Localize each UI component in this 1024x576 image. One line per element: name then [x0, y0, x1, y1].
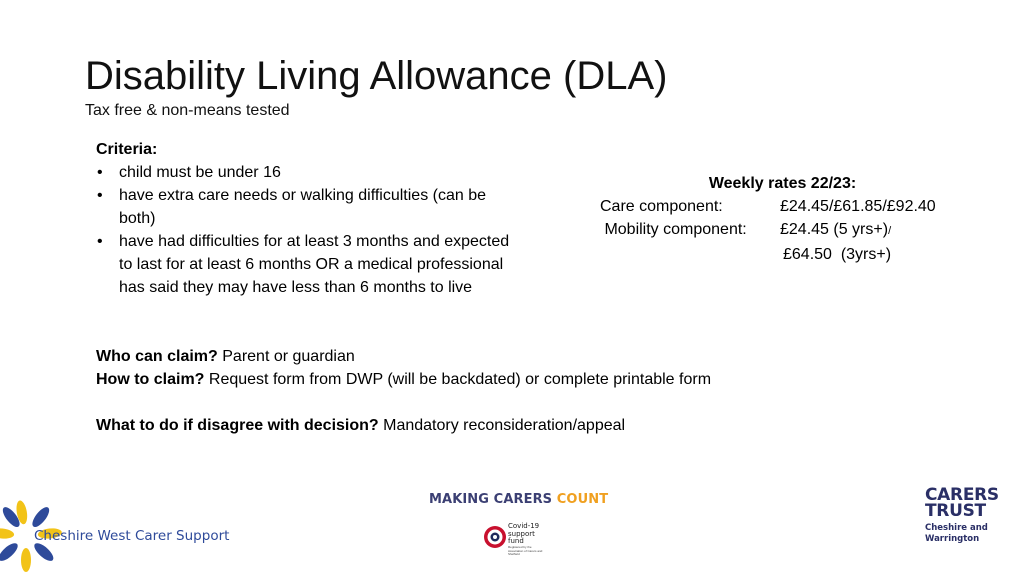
care-label: Care component: — [600, 198, 723, 215]
covid-support-fund-logo — [483, 522, 553, 554]
mobility-rate-row — [600, 218, 970, 243]
criteria-item: • have extra care needs or walking difficulties (can be both) — [96, 184, 516, 230]
carers-trust-sub1: Cheshire and — [925, 523, 988, 533]
claims-section — [96, 345, 936, 437]
who-can-claim — [96, 345, 936, 368]
mcc-part2: COUNT — [552, 492, 609, 507]
criteria-list — [96, 161, 516, 299]
criteria-item: • child must be under 16 — [96, 161, 516, 184]
page-title: Disability Living Allowance (DLA) — [85, 54, 668, 98]
carers-trust-line2: TRUST — [925, 501, 986, 521]
mobility-separator: / — [888, 225, 892, 237]
mobility-value-2: £64.50 (3yrs+) — [783, 246, 892, 263]
how-to-claim — [96, 368, 936, 391]
how-question: How to claim? — [96, 371, 205, 388]
mobility-value-wrap — [780, 218, 891, 243]
covid-text — [508, 523, 539, 546]
covid-fund-icon — [483, 525, 507, 549]
criteria-section — [96, 138, 516, 299]
cheshire-logo-text: Cheshire West Carer Support — [34, 528, 230, 544]
carers-trust-line1: CARERS — [925, 485, 999, 505]
covid-line1: Covid-19 — [508, 522, 540, 530]
covid-line2: support — [508, 529, 535, 538]
mcc-part1: MAKING CARERS — [429, 492, 553, 507]
disagree-question: What to do if disagree with decision? — [96, 417, 379, 434]
cheshire-west-logo — [0, 496, 260, 576]
weekly-rates — [600, 172, 970, 266]
care-rate-row — [600, 195, 970, 218]
carers-trust-sub — [925, 523, 1015, 545]
care-value: £24.45/£61.85/£92.40 — [780, 198, 936, 215]
covid-small-text: Registered by the Association of Carers and Sheffield — [508, 545, 543, 556]
rates-heading: Weekly rates 22/23: — [708, 175, 857, 192]
criteria-heading: Criteria: — [96, 141, 158, 158]
carers-trust-sub2: Warrington — [925, 534, 980, 544]
who-answer: Parent or guardian — [217, 348, 355, 365]
mobility-label: Mobility component: — [600, 221, 747, 238]
mobility-value: £24.45 (5 yrs+) — [780, 221, 889, 238]
disagree-decision — [96, 414, 936, 437]
spacer — [96, 391, 936, 414]
covid-line3: fund — [508, 537, 524, 545]
criteria-item: • have had difficulties for at least 3 months and expected to last for at least 6 months OR a medical professional has said they may have less than 6 months to live — [96, 230, 516, 299]
who-question: Who can claim? — [96, 348, 218, 365]
carers-trust-logo — [925, 487, 1015, 549]
making-carers-count-logo — [429, 492, 608, 507]
how-answer: Request form from DWP (will be backdated) or complete printable form — [204, 371, 712, 388]
page-subtitle: Tax free & non-means tested — [85, 102, 290, 119]
disagree-answer: Mandatory reconsideration/appeal — [378, 417, 626, 434]
